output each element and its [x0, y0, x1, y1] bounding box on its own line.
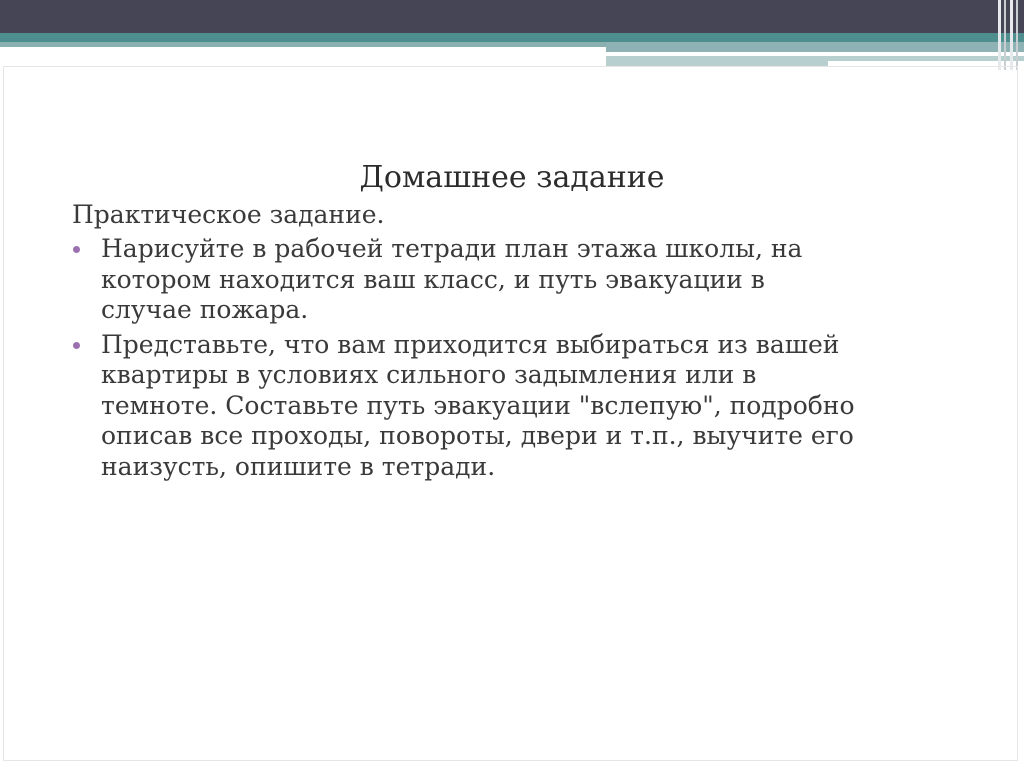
slide-content [72, 200, 952, 486]
slide-title: Домашнее задание [359, 160, 665, 195]
edge-stripe [998, 0, 1001, 70]
bullet-dot-icon [73, 342, 80, 349]
list-item [72, 234, 952, 326]
edge-stripe [1010, 0, 1013, 70]
bullet-text: Представьте, что вам приходится выбираться из вашей квартиры в условиях сильного задымления или в темноте. Составьте путь эвакуации "вслепую", подробно описав все проходы, повороты, двери и т.п., выучите его наизусть, опишите в тетради. [101, 329, 855, 481]
list-item [72, 330, 952, 483]
bullet-dot-icon [73, 246, 80, 253]
header-band-gray-left [0, 42, 606, 47]
bullet-list [72, 234, 952, 482]
intro-text: Практическое задание. [72, 200, 385, 229]
header-band-dark [0, 0, 1024, 33]
edge-stripe [1016, 0, 1018, 70]
bullet-text: Нарисуйте в рабочей тетради план этажа школы, на котором находится ваш класс, и путь эвакуации в случае пожара. [101, 234, 803, 324]
edge-stripe [1004, 0, 1006, 70]
header-band-gray-right [606, 42, 1024, 52]
header-band-teal [0, 33, 1024, 42]
